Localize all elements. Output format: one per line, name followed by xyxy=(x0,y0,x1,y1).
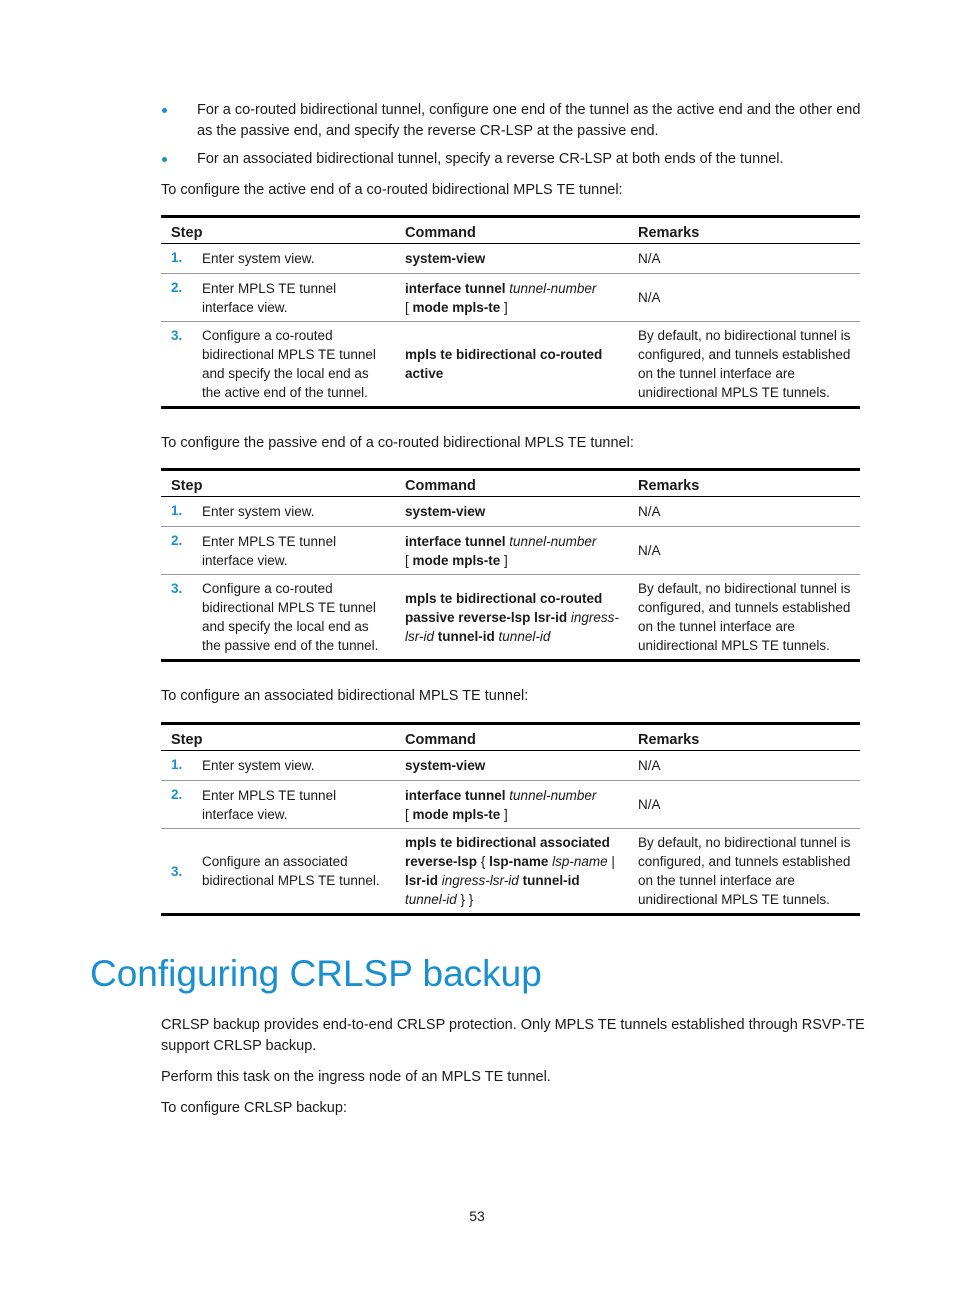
step-description: Configure an associated bidirectional MPLS TE tunnel. xyxy=(193,829,395,915)
command-text: } } xyxy=(456,892,474,907)
command-argument: tunnel-number xyxy=(509,280,597,296)
command-argument: ingress-lsr-id xyxy=(441,873,519,888)
command-text: { xyxy=(477,854,490,869)
bullet-item xyxy=(161,149,871,170)
step-command xyxy=(395,527,628,575)
header-command: Command xyxy=(395,470,628,497)
header-remarks: Remarks xyxy=(628,217,860,244)
command-keyword: system-view xyxy=(405,251,486,266)
header-command: Command xyxy=(395,217,628,244)
command-keyword: mode mpls-te xyxy=(412,299,501,315)
step-command xyxy=(395,575,628,661)
command-keyword: lsr-id xyxy=(405,873,439,888)
step-number: 1. xyxy=(171,250,183,265)
bullet-text: For a co-routed bidirectional tunnel, configure one end of the tunnel as the active end and the other end as the passive end, and specify the reverse CR-LSP at the passive end. xyxy=(197,102,861,139)
header-step: Step xyxy=(161,217,395,244)
command-keyword: mode mpls-te xyxy=(412,806,501,822)
command-keyword: mpls te bidirectional associated reverse-lsp xyxy=(405,835,610,869)
table-intro: To configure an associated bidirectional MPLS TE tunnel: xyxy=(161,688,529,704)
table-row xyxy=(161,322,860,408)
command-argument: tunnel-id xyxy=(498,628,551,644)
step-remarks: N/A xyxy=(628,781,860,829)
header-command: Command xyxy=(395,724,628,751)
steps-table-active-end xyxy=(161,215,860,409)
step-remarks: N/A xyxy=(628,527,860,575)
step-command xyxy=(395,781,628,829)
step-command xyxy=(395,244,628,274)
table-row xyxy=(161,274,860,322)
step-number: 3. xyxy=(161,829,193,915)
page-number: 53 xyxy=(469,1208,485,1224)
step-description: Configure a co-routed bidirectional MPLS TE tunnel and specify the local end as the active end of the tunnel. xyxy=(193,322,395,408)
bullet-dot-icon xyxy=(162,157,167,162)
step-description: Enter MPLS TE tunnel interface view. xyxy=(193,527,395,575)
command-keyword: interface tunnel xyxy=(405,533,506,549)
body-paragraph: Perform this task on the ingress node of an MPLS TE tunnel. xyxy=(161,1069,551,1085)
command-keyword: system-view xyxy=(405,758,486,773)
step-number: 3. xyxy=(161,322,193,408)
step-command xyxy=(395,322,628,408)
command-argument: ingress-lsr-id xyxy=(405,609,619,644)
step-command xyxy=(395,274,628,322)
bullet-list xyxy=(161,100,871,177)
step-number: 3. xyxy=(161,575,193,661)
step-remarks: N/A xyxy=(638,504,661,519)
table-intro: To configure the active end of a co-routed bidirectional MPLS TE tunnel: xyxy=(161,182,623,198)
step-number: 1. xyxy=(171,757,183,772)
table-row xyxy=(161,751,860,781)
command-keyword: tunnel-id xyxy=(522,873,580,888)
header-step: Step xyxy=(161,470,395,497)
command-text: ] xyxy=(500,299,508,315)
header-remarks: Remarks xyxy=(628,724,860,751)
bullet-dot-icon xyxy=(162,108,167,113)
header-step: Step xyxy=(161,724,395,751)
step-command xyxy=(395,751,628,781)
table-row xyxy=(161,244,860,274)
step-description: Enter system view. xyxy=(202,504,315,519)
steps-table-associated xyxy=(161,722,860,916)
command-argument: lsp-name xyxy=(552,854,608,869)
command-keyword: mpls te bidirectional co-routed active xyxy=(405,347,603,381)
command-argument: tunnel-number xyxy=(509,787,597,803)
step-command xyxy=(395,497,628,527)
command-text: [ xyxy=(405,299,413,315)
table-intro: To configure the passive end of a co-routed bidirectional MPLS TE tunnel: xyxy=(161,435,634,451)
table-row xyxy=(161,497,860,527)
table-row xyxy=(161,527,860,575)
command-keyword: system-view xyxy=(405,504,486,519)
step-description: Enter system view. xyxy=(202,758,315,773)
command-text: ] xyxy=(500,552,508,568)
step-description: Enter system view. xyxy=(202,251,315,266)
step-number: 2. xyxy=(161,274,193,322)
command-keyword: interface tunnel xyxy=(405,280,506,296)
command-text: [ xyxy=(405,806,413,822)
command-keyword: mpls te bidirectional co-routed passive reverse-lsp lsr-id xyxy=(405,590,603,625)
body-paragraph: To configure CRLSP backup: xyxy=(161,1100,347,1116)
step-remarks: By default, no bidirectional tunnel is configured, and tunnels established on the tunnel interface are unidirectional MPLS TE tunnels. xyxy=(628,322,860,408)
command-keyword: interface tunnel xyxy=(405,787,506,803)
command-keyword: lsp-name xyxy=(489,854,549,869)
body-paragraph: CRLSP backup provides end-to-end CRLSP protection. Only MPLS TE tunnels established through RSVP-TE support CRLSP backup. xyxy=(161,1017,865,1054)
step-remarks: N/A xyxy=(638,758,661,773)
step-number: 1. xyxy=(171,503,183,518)
command-keyword: mode mpls-te xyxy=(412,552,501,568)
step-remarks: By default, no bidirectional tunnel is configured, and tunnels established on the tunnel interface are unidirectional MPLS TE tunnels. xyxy=(628,575,860,661)
step-description: Enter MPLS TE tunnel interface view. xyxy=(193,781,395,829)
step-remarks: By default, no bidirectional tunnel is configured, and tunnels established on the tunnel interface are unidirectional MPLS TE tunnels. xyxy=(628,829,860,915)
step-number: 2. xyxy=(161,781,193,829)
step-number: 2. xyxy=(161,527,193,575)
command-argument: tunnel-id xyxy=(405,892,457,907)
command-argument: tunnel-number xyxy=(509,533,597,549)
section-heading: Configuring CRLSP backup xyxy=(90,953,542,994)
step-remarks: N/A xyxy=(628,274,860,322)
bullet-text: For an associated bidirectional tunnel, specify a reverse CR-LSP at both ends of the tunnel. xyxy=(197,151,784,167)
command-text: ] xyxy=(500,806,508,822)
step-command xyxy=(395,829,628,915)
table-row xyxy=(161,829,860,915)
step-description: Configure a co-routed bidirectional MPLS TE tunnel and specify the local end as the passive end of the tunnel. xyxy=(193,575,395,661)
bullet-item xyxy=(161,100,871,142)
command-keyword: tunnel-id xyxy=(437,628,495,644)
command-text: [ xyxy=(405,552,413,568)
table-row xyxy=(161,575,860,661)
step-description: Enter MPLS TE tunnel interface view. xyxy=(193,274,395,322)
table-row xyxy=(161,781,860,829)
header-remarks: Remarks xyxy=(628,470,860,497)
command-text: | xyxy=(607,854,615,869)
steps-table-passive-end xyxy=(161,468,860,662)
step-remarks: N/A xyxy=(638,251,661,266)
